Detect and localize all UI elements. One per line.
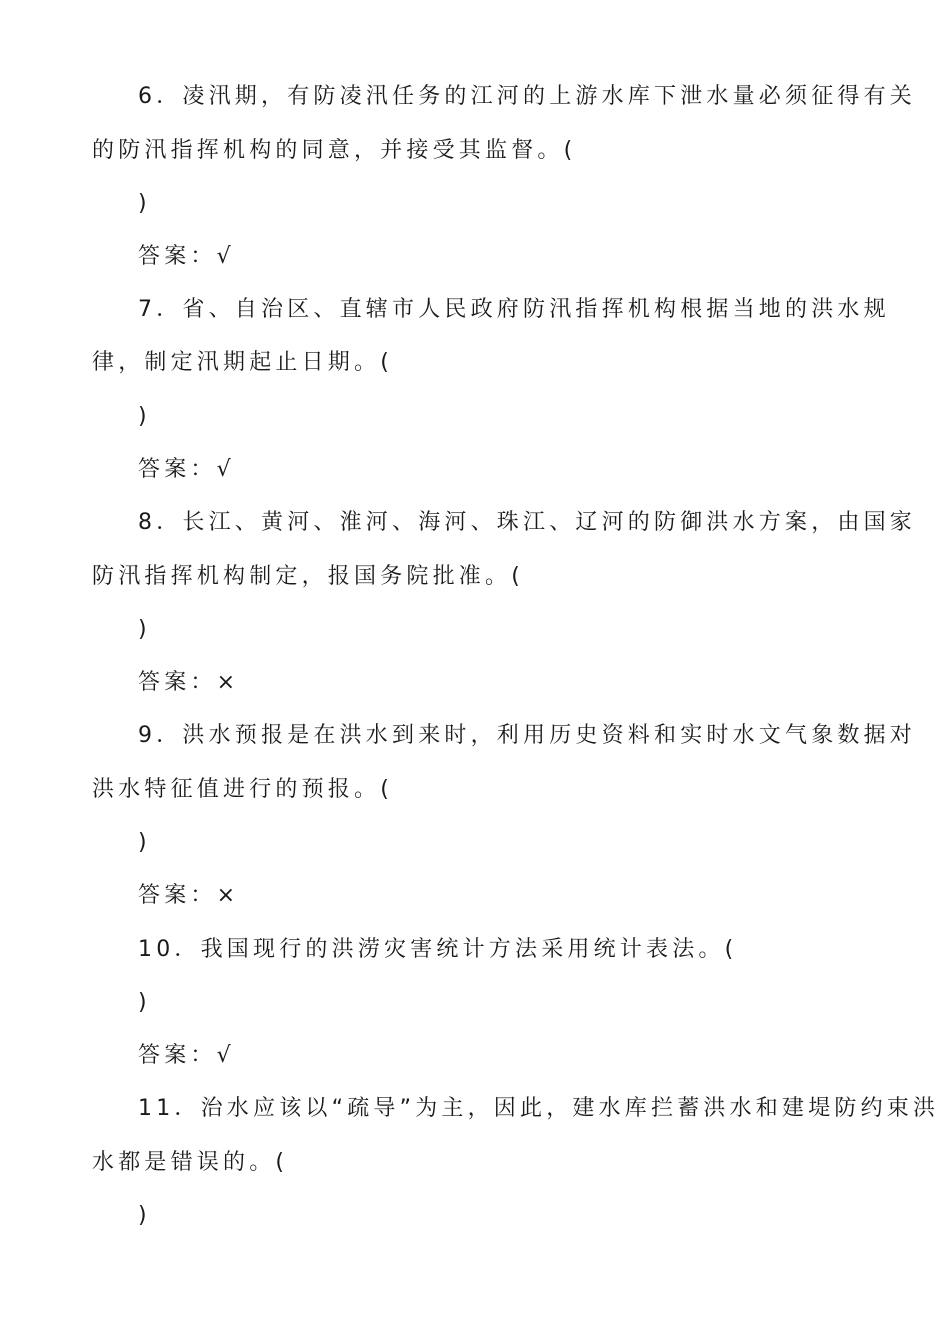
question-6-line-1: 6．凌汛期，有防凌汛任务的江河的上游水库下泄水量必须征得有关 xyxy=(138,84,916,109)
question-9-line-1: 9．洪水预报是在洪水到来时，利用历史资料和实时水文气象数据对 xyxy=(138,723,916,748)
question-6-answer: 答案：√ xyxy=(138,244,235,269)
question-8-line-1: 8．长江、黄河、淮河、海河、珠江、辽河的防御洪水方案，由国家 xyxy=(138,510,916,535)
question-9-close-paren: ) xyxy=(138,830,151,855)
question-10-close-paren: ) xyxy=(138,990,151,1015)
question-9-answer: 答案：× xyxy=(138,883,240,908)
question-7-close-paren: ) xyxy=(138,404,151,429)
question-9-line-2: 洪水特征值进行的预报。( xyxy=(92,777,393,802)
question-6-close-paren: ) xyxy=(138,191,151,216)
question-8-answer: 答案：× xyxy=(138,670,240,695)
question-11-close-paren: ) xyxy=(138,1203,151,1228)
question-11-line-1: 11．治水应该以“疏导”为主，因此，建水库拦蓄洪水和建堤防约束洪 xyxy=(138,1096,940,1121)
question-8-close-paren: ) xyxy=(138,617,151,642)
question-6-line-2: 的防汛指挥机构的同意，并接受其监督。( xyxy=(92,138,577,163)
question-7-answer: 答案：√ xyxy=(138,457,235,482)
question-10-line-1: 10．我国现行的洪涝灾害统计方法采用统计表法。( xyxy=(138,937,738,962)
question-7-line-1: 7．省、自治区、直辖市人民政府防汛指挥机构根据当地的洪水规 xyxy=(138,297,890,322)
question-10-answer: 答案：√ xyxy=(138,1043,235,1068)
question-8-line-2: 防汛指挥机构制定，报国务院批准。( xyxy=(92,564,524,589)
question-7-line-2: 律，制定汛期起止日期。( xyxy=(92,350,393,375)
question-11-line-2: 水都是错误的。( xyxy=(92,1150,289,1175)
